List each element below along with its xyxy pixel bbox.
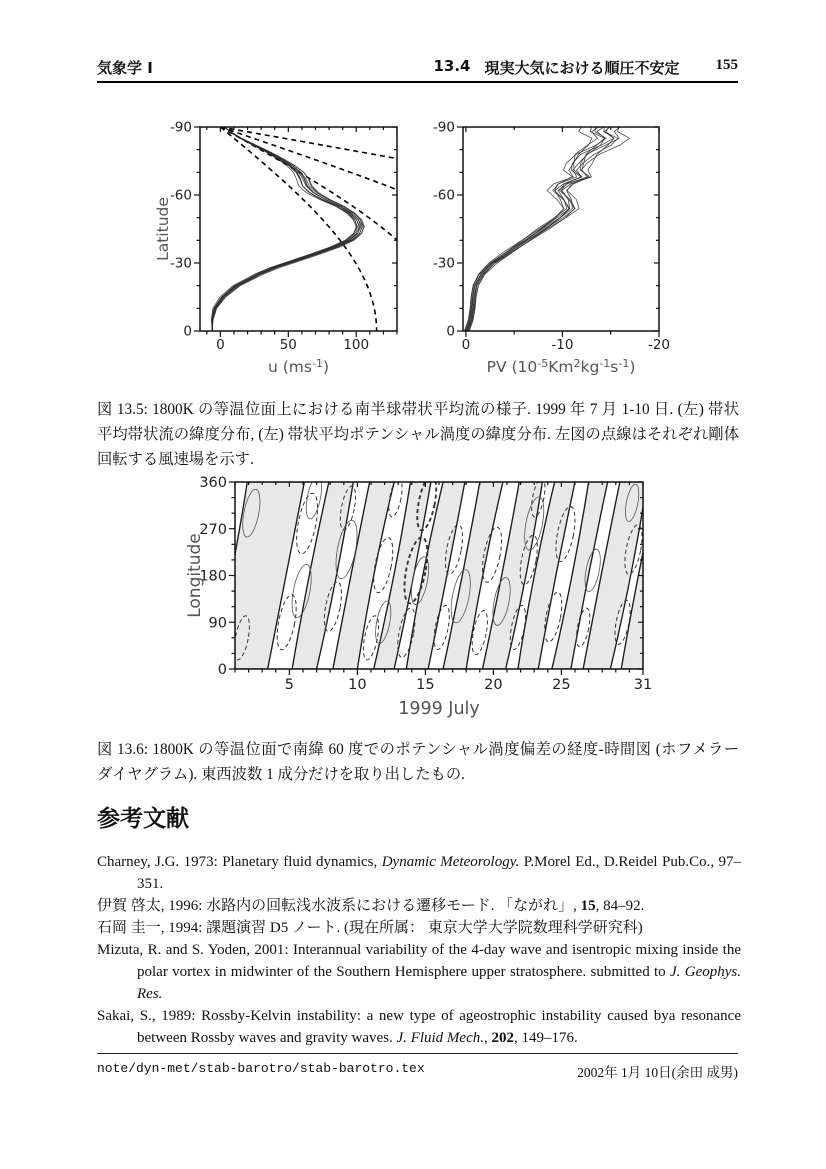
svg-text:100: 100 [343, 337, 370, 353]
svg-text:0: 0 [446, 323, 455, 340]
header-section-number: 13.4 [433, 57, 471, 75]
header-section [433, 57, 738, 78]
svg-text:25: 25 [552, 677, 571, 693]
u-panel [154, 120, 710, 376]
references-heading: 参考文献 [97, 806, 189, 832]
ensemble-member-curve [467, 127, 614, 331]
reference-item: Charney, J.G. 1973: Planetary fluid dynamics, Dynamic Meteorology. P.Morel Ed., D.Reidel Pub.Co., 97–351. [97, 854, 742, 892]
figure-13-6-hovmoller [170, 462, 690, 724]
reference-item: Sakai, S., 1989: Rossby-Kelvin instability: a new type of ageostrophic instability caused bya resonance between Rossby waves and gravity waves. J. Fluid Mech., 202, 149–176. [97, 1008, 741, 1046]
rigid-rotation-line [220, 127, 451, 331]
figure-13-5-profiles [130, 105, 710, 375]
svg-text:50: 50 [279, 337, 297, 353]
svg-text:-20: -20 [647, 337, 671, 353]
figure-13-5-caption: 図 13.5: 1800K の等温位面上における南半球帯状平均流の様子. 1999 年 7 月 1-10 日. (左) 帯状平均帯状流の緯度分布, (左) 帯状平均ポテンシャル渦度の緯度分布. 左図の点線はそれぞれ剛体回転する風速場を示す. [97, 401, 739, 468]
ensemble-member-curve [212, 127, 362, 331]
svg-text:-90: -90 [432, 119, 455, 136]
ensemble-member-curve [212, 127, 362, 331]
svg-text:-90: -90 [169, 119, 192, 136]
ensemble-member-curve [211, 127, 357, 331]
header-page-number: 155 [715, 57, 738, 73]
ensemble-member-curve [212, 127, 356, 331]
ensemble-member-curve [212, 127, 364, 331]
page-footer [97, 1061, 738, 1081]
svg-text:-10: -10 [551, 337, 574, 353]
pv-panel-curves [464, 127, 629, 331]
svg-text:360: 360 [199, 475, 227, 491]
u-panel-frame [200, 127, 397, 331]
reference-item: 伊賀 啓太, 1996: 水路内の回転浅水波系における遷移モード. 「ながれ」, 15, 84–92. [97, 898, 645, 914]
svg-text:0: 0 [461, 337, 471, 353]
footer-date-author: 2002年 1月 10日(余田 成男) [577, 1065, 738, 1080]
figure-13-6-caption: 図 13.6: 1800K の等温位面で南緯 60 度でのポテンシャル渦度偏差の経度-時間図 (ホフメラー ダイヤグラム). 東西波数 1 成分だけを取り出したもの. [97, 741, 739, 783]
svg-text:-30: -30 [169, 255, 192, 272]
svg-text:15: 15 [416, 677, 435, 693]
rigid-rotation-line [220, 127, 710, 331]
reference-item: Mizuta, R. and S. Yoden, 2001: Interannual variability of the 4-day wave and isentropic mixing inside the polar vortex in midwinter of the Southern Hemisphere upper stratosphere. submitted to J. Geophys. Res. [97, 942, 741, 1002]
ensemble-member-curve [212, 127, 364, 331]
running-header [97, 57, 738, 78]
svg-text:-60: -60 [169, 187, 192, 204]
y-axis-label: Latitude [154, 197, 172, 261]
ensemble-member-curve [212, 127, 361, 331]
reference-item: 石岡 圭一, 1994: 課題演習 D5 ノート. (現在所属： 東京大学大学院数理科学研究科) [97, 920, 643, 936]
y-axis-label: Longitude [185, 533, 205, 618]
header-course-title: 気象学 I [97, 59, 153, 77]
svg-text:5: 5 [284, 677, 295, 693]
rigid-rotation-line [220, 127, 376, 331]
ensemble-member-curve [212, 127, 360, 331]
svg-text:0: 0 [217, 662, 227, 678]
svg-text:0: 0 [216, 337, 225, 353]
ensemble-member-curve [466, 127, 599, 331]
x-axis-label: u $(ms^{-1})$ [267, 357, 330, 375]
u-panel-curves [211, 127, 710, 331]
svg-text:180: 180 [199, 568, 227, 585]
svg-text:90: 90 [208, 615, 227, 632]
svg-text:270: 270 [199, 521, 227, 538]
x-axis-label: PV $(10^{-5}Km^2kg^{-1}s^{-1})$ [486, 357, 636, 375]
svg-text:0: 0 [183, 323, 192, 340]
header-section-title: 現実大気における順圧不安定 [484, 59, 680, 77]
footer-rule [97, 1053, 738, 1054]
x-axis-label: 1999 July [398, 699, 480, 719]
pv-panel [433, 120, 670, 376]
references-list [97, 851, 741, 1049]
svg-text:10: 10 [348, 677, 367, 693]
svg-text:-30: -30 [432, 255, 455, 272]
ensemble-member-curve [212, 127, 359, 331]
pv-panel-frame [463, 127, 659, 331]
ensemble-member-curve [212, 127, 357, 331]
footer-file-path: note/dyn-met/stab-barotro/stab-barotro.tex [97, 1061, 425, 1076]
svg-text:31: 31 [633, 677, 653, 693]
hovmoller-field [208, 474, 688, 669]
svg-text:20: 20 [484, 677, 503, 693]
svg-text:-60: -60 [432, 187, 455, 204]
header-rule [97, 81, 738, 83]
